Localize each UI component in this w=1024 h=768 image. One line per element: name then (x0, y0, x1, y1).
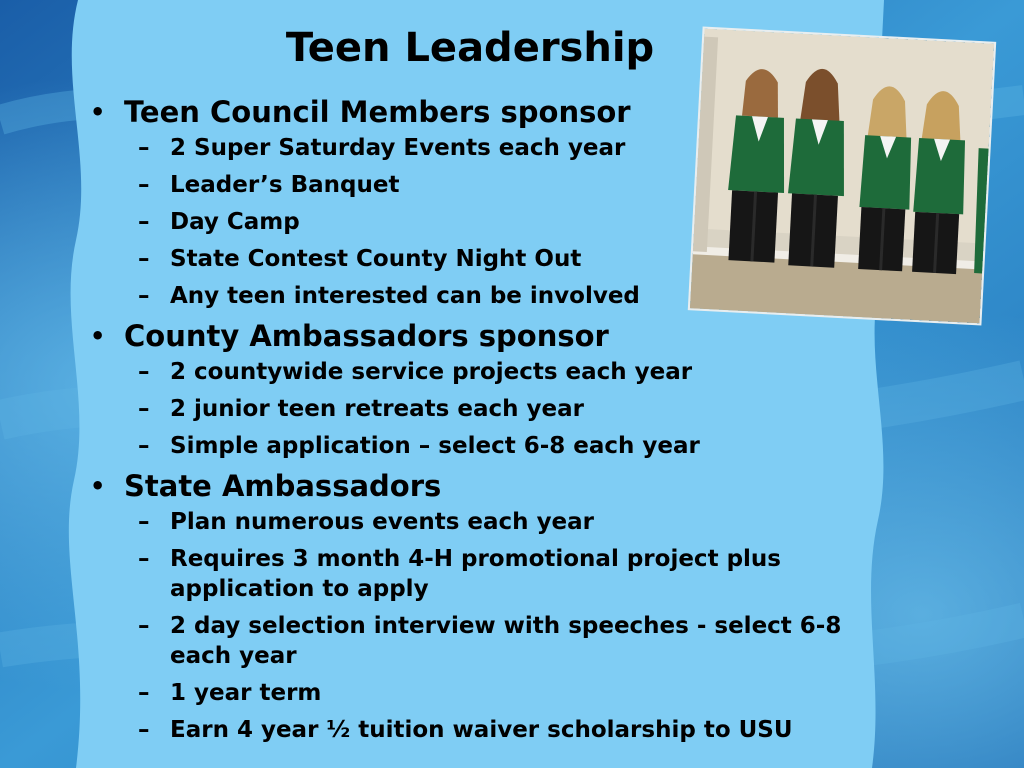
level2-item (90, 544, 870, 604)
slide-title: Teen Leadership (285, 25, 655, 71)
level2-item (90, 394, 870, 424)
dash-icon: – (138, 246, 150, 272)
item-text: 1 year term (170, 680, 322, 706)
level2-item (90, 507, 870, 537)
section-county-ambassadors (90, 318, 870, 461)
section-teen-council (90, 94, 870, 311)
level1-item (90, 468, 870, 504)
section-heading: State Ambassadors (124, 469, 442, 503)
item-text: Plan numerous events each year (170, 509, 595, 535)
item-text: Simple application – select 6-8 each year (170, 433, 700, 459)
dash-icon: – (138, 359, 150, 385)
dash-icon: – (138, 209, 150, 235)
dash-icon: – (138, 135, 150, 161)
level2-item (90, 133, 870, 163)
dash-icon: – (138, 433, 150, 459)
dash-icon: – (138, 613, 150, 639)
dash-icon: – (138, 509, 150, 535)
bullet-icon: • (90, 472, 106, 500)
item-text: State Contest County Night Out (170, 246, 582, 272)
item-text: Day Camp (170, 209, 300, 235)
dash-icon: – (138, 172, 150, 198)
bullet-list (90, 88, 870, 752)
dash-icon: – (138, 680, 150, 706)
level1-item (90, 94, 870, 130)
dash-icon: – (138, 717, 150, 743)
item-text: Earn 4 year ½ tuition waiver scholarship to USU (170, 717, 793, 743)
level2-item (90, 244, 870, 274)
dash-icon: – (138, 283, 150, 309)
level2-item (90, 207, 870, 237)
level2-item (90, 431, 870, 461)
level2-item (90, 715, 870, 745)
section-heading: County Ambassadors sponsor (124, 319, 609, 353)
level2-item (90, 357, 870, 387)
level2-item (90, 611, 870, 671)
item-text: Leader’s Banquet (170, 172, 400, 198)
dash-icon: – (138, 396, 150, 422)
item-text: Requires 3 month 4-H promotional project plus application to apply (170, 546, 781, 602)
level2-item (90, 281, 870, 311)
bullet-icon: • (90, 322, 106, 350)
level2-item (90, 678, 870, 708)
dash-icon: – (138, 546, 150, 572)
bullet-icon: • (90, 98, 106, 126)
level2-item (90, 170, 870, 200)
item-text: 2 countywide service projects each year (170, 359, 693, 385)
item-text: 2 Super Saturday Events each year (170, 135, 626, 161)
item-text: Any teen interested can be involved (170, 283, 640, 309)
item-text: 2 day selection interview with speeches - select 6-8 each year (170, 613, 842, 669)
item-text: 2 junior teen retreats each year (170, 396, 584, 422)
section-state-ambassadors (90, 468, 870, 745)
section-heading: Teen Council Members sponsor (124, 95, 631, 129)
level1-item (90, 318, 870, 354)
